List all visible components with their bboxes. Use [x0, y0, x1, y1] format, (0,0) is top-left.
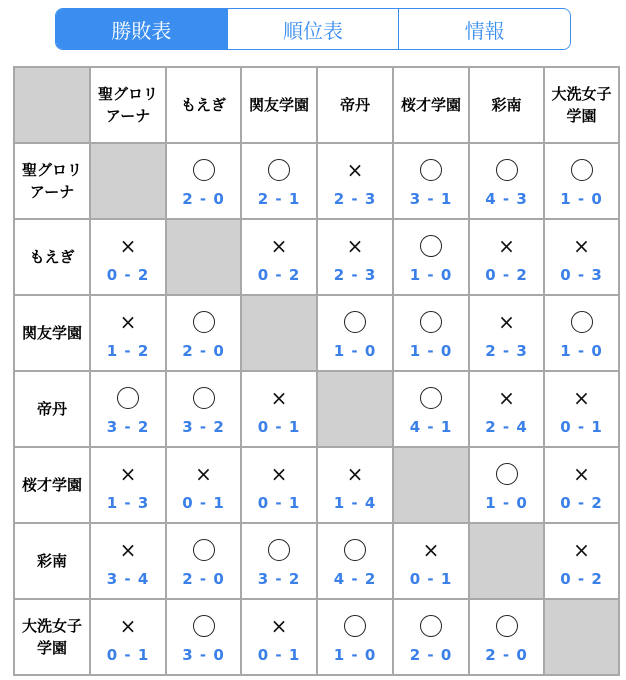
result-cell — [317, 143, 393, 219]
win-mark — [420, 235, 442, 257]
score-label: 4 - 1 — [409, 418, 453, 436]
loss-mark: × — [270, 462, 288, 486]
result-cell — [241, 371, 317, 447]
column-header — [469, 67, 544, 143]
row-header-label: 関友学園 — [21, 324, 82, 342]
loss-mark: × — [119, 462, 137, 486]
win-mark — [193, 159, 215, 181]
row-header — [14, 523, 90, 599]
corner-cell — [14, 67, 90, 143]
result-cell — [90, 219, 166, 295]
row-header-label: 桜才学園 — [21, 476, 82, 494]
column-header-label: 桜才学園 — [400, 96, 461, 114]
result-cell — [166, 143, 241, 219]
result-cell — [469, 599, 544, 675]
score-label: 3 - 2 — [257, 570, 301, 588]
self-match-cell — [166, 219, 241, 295]
column-header-label: 彩南 — [491, 96, 522, 114]
score-label: 0 - 2 — [560, 570, 603, 588]
loss-mark: × — [422, 538, 440, 562]
win-mark — [344, 539, 366, 561]
row-header-label: 聖グロリ — [21, 161, 82, 179]
column-header-label: 大洗女子 — [551, 85, 612, 103]
self-match-cell — [90, 143, 166, 219]
loss-mark: × — [119, 234, 137, 258]
row-header-label: 彩南 — [36, 552, 67, 570]
row-header-label: 大洗女子 — [21, 617, 82, 635]
score-label: 0 - 2 — [257, 266, 301, 284]
result-cell — [469, 447, 544, 523]
self-match-cell — [469, 523, 544, 599]
win-mark — [344, 615, 366, 637]
win-mark — [193, 387, 215, 409]
result-cell — [90, 447, 166, 523]
result-cell — [393, 371, 469, 447]
column-header — [241, 67, 317, 143]
row-header — [14, 371, 90, 447]
result-cell — [469, 219, 544, 295]
column-header — [90, 67, 166, 143]
table-row — [14, 523, 619, 599]
table-row — [14, 371, 619, 447]
score-label: 2 - 0 — [485, 646, 528, 664]
score-label: 2 - 0 — [182, 190, 225, 208]
loss-mark: × — [498, 234, 515, 258]
score-label: 3 - 0 — [182, 646, 225, 664]
column-header-label: もえぎ — [180, 96, 226, 114]
score-label: 0 - 1 — [560, 418, 603, 436]
result-cell — [166, 295, 241, 371]
win-mark — [496, 159, 518, 181]
win-mark — [117, 387, 139, 409]
score-label: 0 - 1 — [182, 494, 225, 512]
score-label: 1 - 3 — [106, 494, 150, 512]
loss-mark: × — [573, 386, 590, 410]
result-cell — [544, 371, 619, 447]
self-match-cell — [241, 295, 317, 371]
loss-mark: × — [573, 234, 590, 258]
result-cell — [90, 599, 166, 675]
table-row — [14, 295, 619, 371]
loss-mark: × — [573, 462, 590, 486]
loss-mark: × — [270, 234, 288, 258]
score-label: 2 - 3 — [333, 266, 377, 284]
win-mark — [420, 311, 442, 333]
score-label: 3 - 1 — [409, 190, 453, 208]
win-mark — [420, 387, 442, 409]
self-match-cell — [544, 599, 619, 675]
win-mark — [420, 159, 442, 181]
result-cell — [241, 447, 317, 523]
score-label: 0 - 2 — [106, 266, 150, 284]
win-mark — [496, 615, 518, 637]
result-cell — [241, 523, 317, 599]
self-match-cell — [393, 447, 469, 523]
score-label: 2 - 4 — [485, 418, 528, 436]
loss-mark: × — [346, 234, 364, 258]
row-header — [14, 295, 90, 371]
column-header — [317, 67, 393, 143]
win-mark — [193, 539, 215, 561]
view-tab-bar — [55, 8, 571, 50]
score-label: 0 - 1 — [257, 418, 301, 436]
result-cell — [166, 599, 241, 675]
loss-mark: × — [573, 538, 590, 562]
win-mark — [344, 311, 366, 333]
tab-standings[interactable]: 順位表 — [227, 9, 399, 49]
loss-mark: × — [498, 310, 515, 334]
table-row — [14, 447, 619, 523]
score-label: 3 - 2 — [182, 418, 225, 436]
win-mark — [268, 159, 290, 181]
column-header — [544, 67, 619, 143]
result-cell — [241, 219, 317, 295]
result-cell — [241, 143, 317, 219]
score-label: 2 - 0 — [182, 570, 225, 588]
loss-mark: × — [119, 538, 137, 562]
score-label: 1 - 0 — [333, 342, 377, 360]
row-header — [14, 599, 90, 675]
win-mark — [571, 311, 593, 333]
result-cell — [393, 295, 469, 371]
result-cell — [544, 523, 619, 599]
result-cell — [317, 599, 393, 675]
result-cell — [544, 295, 619, 371]
column-header-label: 学園 — [566, 107, 597, 125]
result-cell — [393, 143, 469, 219]
win-mark — [496, 463, 518, 485]
results-matrix — [13, 66, 620, 676]
result-cell — [90, 295, 166, 371]
score-label: 2 - 3 — [485, 342, 528, 360]
score-label: 1 - 0 — [560, 342, 603, 360]
score-label: 3 - 2 — [106, 418, 150, 436]
row-header-label: アーナ — [29, 183, 75, 201]
win-mark — [193, 615, 215, 637]
row-header — [14, 143, 90, 219]
score-label: 1 - 0 — [560, 190, 603, 208]
score-label: 0 - 1 — [257, 646, 301, 664]
column-header-label: 聖グロリ — [97, 85, 158, 103]
result-cell — [166, 523, 241, 599]
column-header-label: アーナ — [105, 107, 151, 125]
result-cell — [393, 219, 469, 295]
loss-mark: × — [270, 614, 288, 638]
score-label: 1 - 0 — [409, 266, 453, 284]
result-cell — [393, 523, 469, 599]
result-cell — [544, 219, 619, 295]
loss-mark: × — [270, 386, 288, 410]
loss-mark: × — [498, 386, 515, 410]
result-cell — [317, 523, 393, 599]
score-label: 0 - 1 — [106, 646, 150, 664]
column-header — [166, 67, 241, 143]
self-match-cell — [317, 371, 393, 447]
row-header-label: もえぎ — [29, 248, 75, 266]
result-cell — [90, 371, 166, 447]
tab-info[interactable]: 情報 — [398, 9, 570, 49]
score-label: 2 - 0 — [409, 646, 453, 664]
score-label: 4 - 2 — [333, 570, 377, 588]
score-label: 2 - 1 — [257, 190, 301, 208]
loss-mark: × — [346, 158, 364, 182]
table-row — [14, 143, 619, 219]
win-mark — [571, 159, 593, 181]
score-label: 0 - 2 — [560, 494, 603, 512]
row-header-label: 学園 — [36, 639, 67, 657]
result-cell — [393, 599, 469, 675]
score-label: 0 - 2 — [485, 266, 528, 284]
score-label: 1 - 0 — [333, 646, 377, 664]
result-cell — [90, 523, 166, 599]
score-label: 2 - 3 — [333, 190, 377, 208]
result-cell — [469, 371, 544, 447]
score-label: 2 - 0 — [182, 342, 225, 360]
row-header — [14, 219, 90, 295]
row-header-label: 帝丹 — [36, 400, 67, 418]
result-cell — [469, 143, 544, 219]
table-row — [14, 219, 619, 295]
result-cell — [544, 447, 619, 523]
result-cell — [544, 143, 619, 219]
score-label: 4 - 3 — [485, 190, 528, 208]
table-row — [14, 599, 619, 675]
score-label: 1 - 0 — [409, 342, 453, 360]
win-mark — [420, 615, 442, 637]
win-mark — [193, 311, 215, 333]
loss-mark: × — [346, 462, 364, 486]
column-header-label: 関友学園 — [248, 96, 309, 114]
loss-mark: × — [119, 614, 137, 638]
score-label: 0 - 3 — [560, 266, 603, 284]
loss-mark: × — [119, 310, 137, 334]
result-cell — [166, 447, 241, 523]
score-label: 1 - 0 — [485, 494, 528, 512]
result-cell — [317, 295, 393, 371]
score-label: 1 - 4 — [333, 494, 377, 512]
column-header-label: 帝丹 — [339, 96, 370, 114]
result-cell — [469, 295, 544, 371]
score-label: 1 - 2 — [106, 342, 150, 360]
score-label: 0 - 1 — [409, 570, 453, 588]
result-cell — [241, 599, 317, 675]
result-cell — [166, 371, 241, 447]
tab-results[interactable]: 勝敗表 — [56, 9, 227, 49]
loss-mark: × — [195, 462, 212, 486]
column-header — [393, 67, 469, 143]
score-label: 0 - 1 — [257, 494, 301, 512]
win-mark — [268, 539, 290, 561]
result-cell — [317, 219, 393, 295]
row-header — [14, 447, 90, 523]
score-label: 3 - 4 — [106, 570, 150, 588]
result-cell — [317, 447, 393, 523]
